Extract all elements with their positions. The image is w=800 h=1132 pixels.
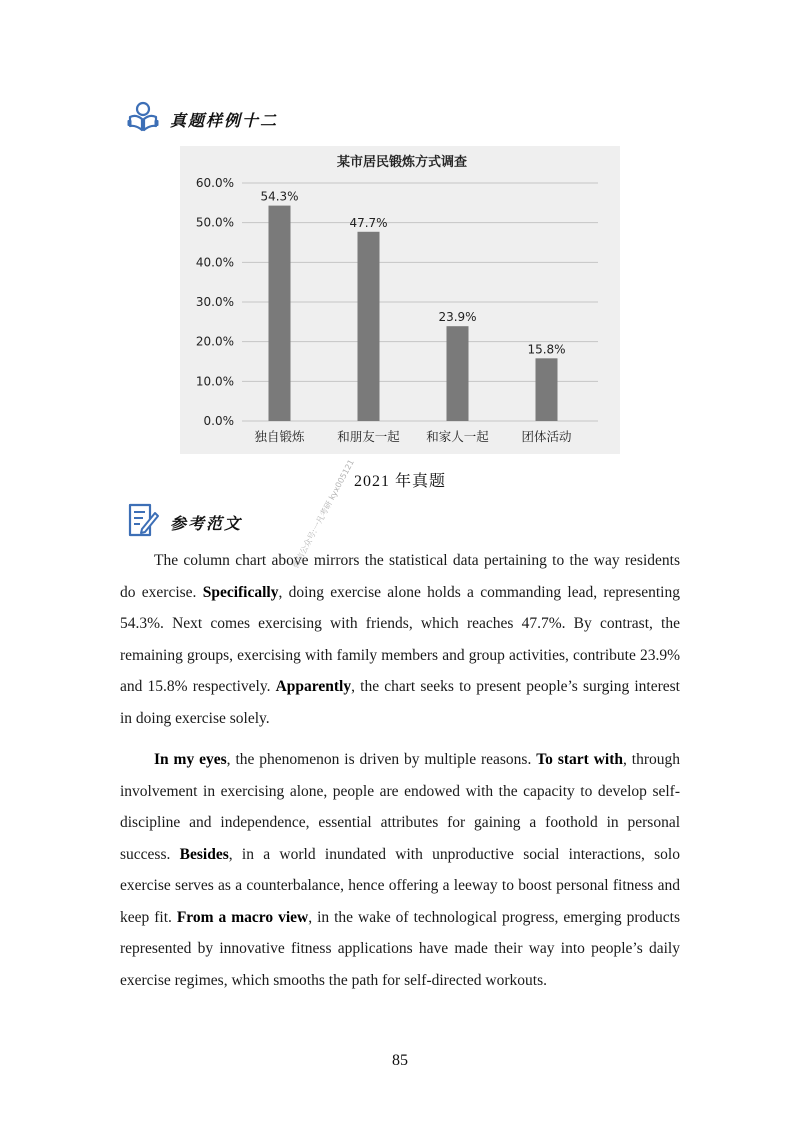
essay-keyword: To start with <box>536 751 623 768</box>
y-tick-label: 40.0% <box>195 255 234 270</box>
data-label: 47.7% <box>349 215 388 230</box>
data-label: 54.3% <box>260 189 299 204</box>
bar-3 <box>447 326 469 421</box>
essay-text: , the phenomenon is driven by multiple reasons. <box>226 751 537 768</box>
essay-text: , in a world inundated with unproductive social interactions, solo exercise serves as a counterbalance, hence offering a leeway to boost personal fitness and keep fit. <box>120 845 680 926</box>
x-tick-label: 团体活动 <box>521 429 572 444</box>
essay-text: , through involvement in exercising alone, people are endowed with the capacity to develop self-discipline and independence, essential attributes for gaining a foothold in personal success. <box>120 751 680 863</box>
data-label: 15.8% <box>527 342 566 357</box>
watermark: 微信公众号:一凡考研 kyx005121 <box>290 458 356 570</box>
section-header-exam-example <box>126 100 278 139</box>
y-tick-label: 60.0% <box>195 176 234 190</box>
essay-keyword: From a macro view <box>176 908 309 926</box>
section-title: 参考范文 <box>170 514 243 533</box>
x-tick-label: 和朋友一起 <box>337 429 400 444</box>
y-tick-label: 0.0% <box>203 414 234 428</box>
section-title: 真题样例十二 <box>170 111 279 130</box>
essay-text: , the chart seeks to present people’s surging interest in doing exercise solely. <box>120 678 680 727</box>
page-number: 85 <box>392 1052 408 1069</box>
bar-4 <box>536 358 558 421</box>
section-header-model-essay <box>126 502 242 543</box>
x-tick-label: 独自锻炼 <box>254 429 305 444</box>
x-tick-label: 和家人一起 <box>426 429 489 444</box>
y-tick-label: 20.0% <box>195 334 234 349</box>
essay-keyword: In my eyes <box>154 751 227 768</box>
essay-text: , in the wake of technological progress, emerging products represented by innovative fitness applications have made their way into people’s daily exercise regimes, which smooths the path for self-directed workouts. <box>120 908 680 989</box>
chart-title: 某市居民锻炼方式调查 <box>336 155 468 170</box>
chart-caption: 2021 年真题 <box>353 473 446 490</box>
bar-chart <box>180 146 620 454</box>
y-tick-label: 10.0% <box>195 374 234 389</box>
model-essay <box>120 545 680 996</box>
essay-keyword: Specifically <box>202 583 279 601</box>
essay-keyword: Apparently <box>275 678 352 695</box>
y-tick-label: 30.0% <box>195 295 234 309</box>
reading-person-icon <box>126 100 160 139</box>
y-tick-label: 50.0% <box>195 215 234 230</box>
edit-document-icon <box>126 502 160 543</box>
data-label: 23.9% <box>438 310 477 325</box>
essay-text: , doing exercise alone holds a commanding lead, representing 54.3%. Next comes exercising with friends, which reaches 47.7%. By contrast, the remaining groups, exercising with family members and group activities, contribute 23.9% and 15.8% respectively. <box>120 583 680 695</box>
essay-paragraph-1 <box>120 545 680 734</box>
bar-2 <box>358 232 380 421</box>
essay-paragraph-2 <box>120 744 680 996</box>
bar-1 <box>269 206 291 421</box>
essay-keyword: Besides <box>179 845 229 863</box>
bar-chart-svg <box>180 146 620 454</box>
essay-text: The column chart above mirrors the statistical data pertaining to the way residents do exercise. <box>120 552 680 601</box>
